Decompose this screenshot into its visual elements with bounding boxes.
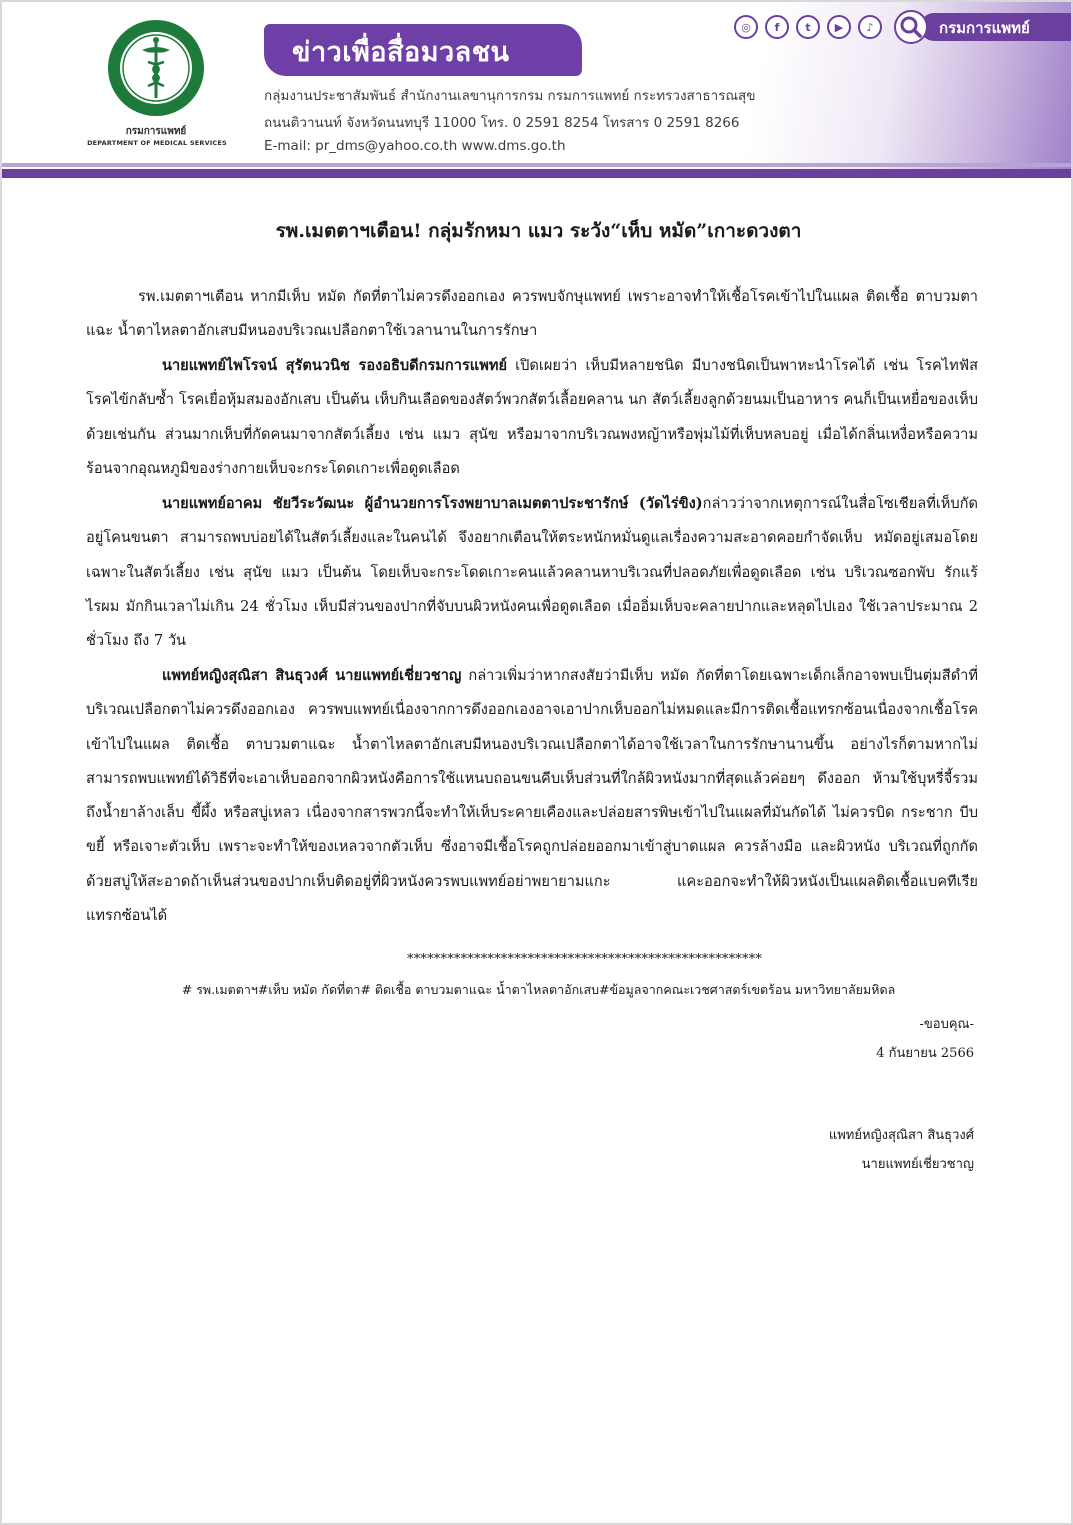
paragraph-deputy-director-text: เปิดเผยว่า เห็บมีหลายชนิด มีบางชนิดเป็นพาหะนำโรคได้ เช่น โรคไทฟัส โรคไข้กลับซ้ำ โรคเยื่อหุ้มสมองอักเสบ เป็นต้น เห็บกินเลือดของสัตว์พวกสัตว์เลื้อยคลาน นก สัตว์เลี้ยงลูกด้วยนมเป็นอาหาร คนก็เป็นเหยื่อของเห็บด้วยเช่นกัน ส่วนมากเห็บที่กัดคนมาจากสัตว์เลี้ยง เช่น แมว สุนัข หรือมาจากบริเวณพงหญ้าหรือพุ่มไม้ที่เห็บหลบอยู่ เมื่อได้กลิ่นเหงื่อหรือความร้อนจากอุณหภูมิของร่างกายเห็บจะกระโดดเกาะเพื่อดูดเลือด: [86, 357, 978, 477]
hashtag-line: # รพ.เมตตาฯ#เห็บ หมัด กัดที่ตา# ติดเชื้อ ตาบวมตาแฉะ น้ำตาไหลตาอักเสบ#ข้อมูลจากคณะเวชศาสตร์เขตร้อน มหาวิทยาลัยมหิดล: [181, 982, 896, 997]
search-icon[interactable]: [894, 10, 928, 44]
signer-title: นายแพทย์เชี่ยวชาญ: [861, 1157, 974, 1172]
search-label: กรมการแพทย์: [939, 19, 1030, 37]
paragraph-hospital-director: [86, 487, 978, 658]
paragraph-expert-doctor-text: กล่าวเพิ่มว่าหากสงสัยว่ามีเห็บ หมัด กัดที่ตาโดยเฉพาะเด็กเล็กอาจพบเป็นตุ่มสีดำที่บริเวณเปลือกตาไม่ควรดึงออกเอง ควรพบแพทย์เนื่องจากการดึงออกเองอาจเอาปากเห็บออกไม่หมดและมีการติดเชื้อแทรกซ้อนเนื่องจากเชื้อโรคเข้าไปในแผล ติดเชื้อ ตาบวมตาแฉะ น้ำตาไหลตาอักเสบมีหนองบริเวณเปลือกตาได้อาจใช้เวลาในการรักษานานขึ้น อย่างไรก็ตามหากไม่สามารถพบแพทย์ได้วิธีที่จะเอาเห็บออกจากผิวหนังคือการใช้แหนบถอนขนคีบเห็บส่วนที่ใกล้ผิวหนังมากที่สุดแล้วค่อยๆ ดึงออก ห้ามใช้บุหรี่จี้รวมถึงน้ำยาล้างเล็บ ขี้ผึ้ง หรือสบู่เหลว เนื่องจากสารพวกนี้จะทำให้เห็บระคายเคืองและปล่อยสารพิษเข้าไปในแผลที่มันกัดได้ ไม่ควรบิด กระชาก บีบขยี้ หรือเจาะตัวเห็บ เพราะจะทำให้ของเหลวจากตัวเห็บ ซึ่งอาจมีเชื้อโรคถูกปล่อยออกมาเข้าสู่บาดแผล ควรล้างมือ และผิวหนัง บริเวณที่ถูกกัดด้วยสบู่ให้สะอาดถ้าเห็นส่วนของปากเห็บติดอยู่ที่ผิวหนังควรพบแพทย์อย่าพยายามแกะ แคะออกจะทำให้ผิวหนังเป็นแผลติดเชื้อแบคทีเรียแทรกซ้อนได้: [86, 667, 978, 925]
paragraph-intro: [86, 280, 978, 349]
signer-name: แพทย์หญิงสุณิสา สินธุวงศ์: [828, 1128, 974, 1143]
logo-department-thai: กรมการแพทย์: [125, 126, 187, 137]
paragraph-expert-doctor: [86, 659, 978, 933]
banner-title: ข่าวเพื่อสื่อมวลชน: [292, 37, 510, 68]
news-title: รพ.เมตตาฯเตือน! กลุ่มรักหมา แมว ระวัง“เห็บ หมัด”เกาะดวงตา: [275, 220, 802, 242]
logo-department-english: DEPARTMENT OF MEDICAL SERVICES: [87, 139, 227, 147]
ministry-seal-logo: [106, 18, 206, 118]
thanks-text: -ขอบคุณ-: [919, 1017, 974, 1032]
paragraph-hospital-director-text: กล่าวว่าจากเหตุการณ์ในสื่อโซเชียลที่เห็บกัดอยู่โคนขนตา สามารถพบบ่อยได้ในสัตว์เลี้ยงและในคนได้ จึงอยากเตือนให้ตระหนักหมั่นดูแลเรื่องความสะอาดคอยกำจัดเห็บ หมัดอยู่เสมอโดยเฉพาะในสัตว์เลี้ยง เช่น สุนัข แมว เป็นต้น โดยเห็บจะกระโดดเกาะคนแล้วคลานหาบริเวณที่ปลอดภัยเพื่อดูดเลือด เช่น บริเวณซอกพับ รักแร้ ไรผม มักกินเวลาไม่เกิน 24 ชั่วโมง เห็บมีส่วนของปากที่จับบนผิวหนังคนเพื่อดูดเลือด เมื่ออิ่มเห็บจะคลายปากและหลุดไปเอง ใช้เวลาประมาณ 2 ชั่วโมง ถึง 7 วัน: [86, 495, 978, 650]
speaker-expert-doctor: แพทย์หญิงสุณิสา สินธุวงศ์ นายแพทย์เชี่ยวชาญ: [162, 667, 462, 684]
youtube-icon[interactable]: ▶: [827, 15, 851, 39]
tiktok-icon[interactable]: ♪: [858, 15, 882, 39]
press-release-header: [2, 2, 1071, 178]
speaker-deputy-director: นายแพทย์ไพโรจน์ สุรัตนวนิช รองอธิบดีกรมการแพทย์: [162, 357, 507, 374]
paragraph-intro-text: รพ.เมตตาฯเตือน หากมีเห็บ หมัด กัดที่ตาไม่ควรดึงออกเอง ควรพบจักษุแพทย์ เพราะอาจทำให้เชื้อโรคเข้าไปในแผล ติดเชื้อ ตาบวมตาแฉะ น้ำตาไหลตาอักเสบมีหนองบริเวณเปลือกตาใช้เวลานานในการรักษา: [86, 288, 978, 340]
header-divider-light: [2, 163, 1071, 167]
header-contact-line: E-mail: pr_dms@yahoo.co.th www.dms.go.th: [264, 138, 566, 154]
release-date: 4 กันยายน 2566: [876, 1046, 974, 1061]
facebook-icon[interactable]: f: [765, 15, 789, 39]
header-address-line: ถนนติวานนท์ จังหวัดนนทบุรี 11000 โทร. 0 2591 8254 โทรสาร 0 2591 8266: [264, 115, 740, 131]
separator-stars: *****************************************************: [407, 952, 763, 967]
header-office-line: กลุ่มงานประชาสัมพันธ์ สำนักงานเลขานุการกรม กรมการแพทย์ กระทรวงสาธารณสุข: [264, 88, 756, 104]
instagram-icon[interactable]: ◎: [734, 15, 758, 39]
paragraph-deputy-director: [86, 349, 978, 486]
header-divider: [2, 169, 1071, 178]
twitter-icon[interactable]: t: [796, 15, 820, 39]
speaker-hospital-director: นายแพทย์อาคม ชัยวีระวัฒนะ ผู้อำนวยการโรงพยาบาลเมตตาประชารักษ์ (วัดไร่ขิง): [162, 495, 703, 512]
